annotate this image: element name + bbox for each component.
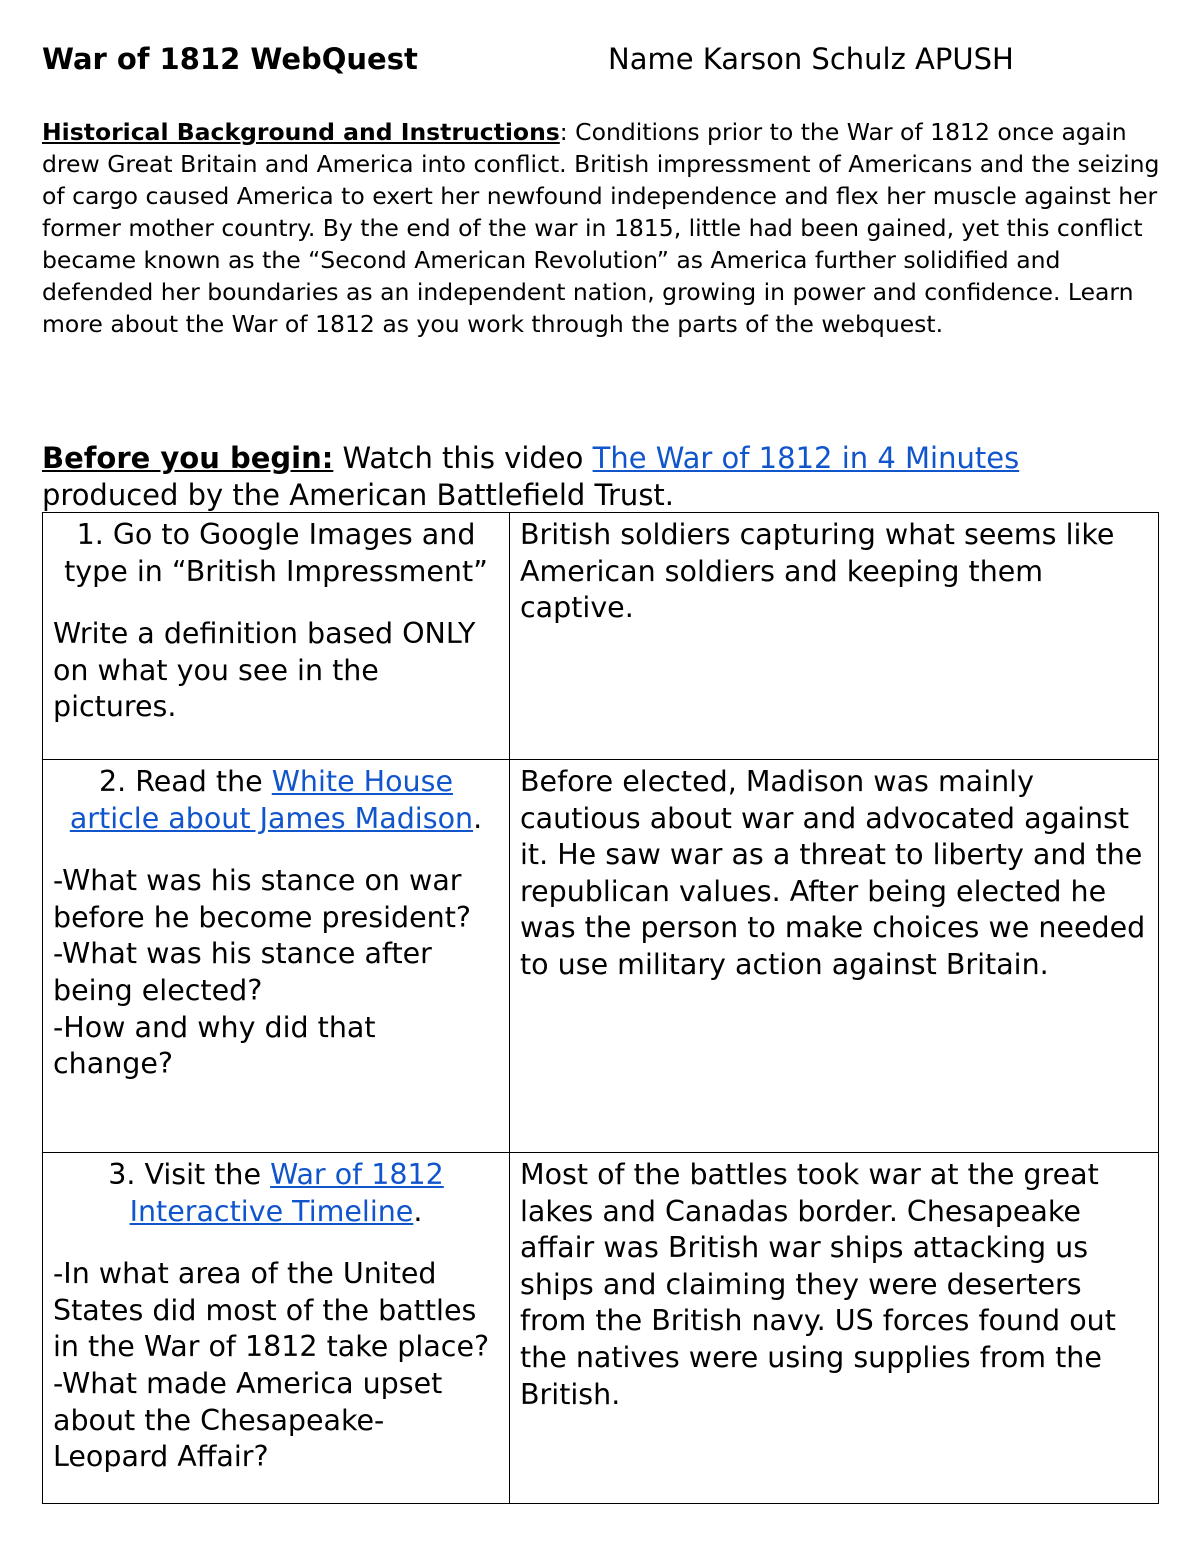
question-prompt — [53, 764, 499, 837]
answer-text: Before elected, Madison was mainly cautious about war and advocated against it. He saw war as a threat to liberty and the republican values. After being elected he was the person to make choices we needed to use military action against Britain. — [520, 765, 1146, 981]
historical-background — [42, 116, 1162, 340]
white-house-link[interactable]: White House article about James Madison — [69, 765, 474, 835]
prompt-text: 3. Visit the — [108, 1158, 271, 1191]
question-cell — [43, 1153, 510, 1504]
question-cell — [43, 760, 510, 1153]
question-instruction: -What made America upset about the Chesapeake-Leopard Affair? — [53, 1366, 443, 1474]
background-body: : Conditions prior to the War of 1812 once again drew Great Britain and America into conflict. British impressment of Americans and the seizing of cargo caused America to exert her newfound independence and flex her muscle against her former mother country. By the end of the war in 1815, little had been gained, yet this conflict became known as the “Second American Revolution” as America further solidified and defended her boundaries as an independent nation, growing in power and confidence. Learn more about the War of 1812 as you work through the parts of the webquest. — [42, 118, 1160, 338]
before-you-begin — [42, 440, 1162, 514]
before-begin-text-after: produced by the American Battlefield Trust. — [42, 478, 675, 512]
table-row — [43, 1153, 1159, 1504]
prompt-text: 2. Read the — [98, 765, 272, 798]
question-cell — [43, 513, 510, 760]
answer-cell[interactable] — [510, 760, 1159, 1153]
background-heading: Historical Background and Instructions — [42, 118, 560, 146]
questions-table — [42, 512, 1159, 1504]
question-prompt: 1. Go to Google Images and type in “British Impressment” — [64, 518, 488, 588]
page-title: War of 1812 WebQuest — [42, 42, 418, 76]
timeline-link[interactable]: War of 1812 Interactive Timeline — [129, 1158, 444, 1228]
question-instruction: -In what area of the United States did most of the battles in the War of 1812 take place? — [53, 1257, 490, 1364]
before-begin-label: Before you begin: — [42, 441, 334, 475]
student-name-line: Name Karson Schulz APUSH — [608, 42, 1014, 76]
table-row — [43, 760, 1159, 1153]
question-instruction: -What was his stance on war before he become president? — [53, 864, 471, 934]
question-prompt — [53, 1157, 499, 1230]
question-instruction: Write a definition based ONLY on what you see in the pictures. — [53, 617, 476, 724]
question-instruction: -What was his stance after being elected? — [53, 937, 432, 1007]
answer-text: British soldiers capturing what seems like American soldiers and keeping them captive. — [520, 518, 1115, 625]
answer-cell[interactable] — [510, 513, 1159, 760]
prompt-punct: . — [473, 801, 483, 835]
answer-text: Most of the battles took war at the great lakes and Canadas border. Chesapeake affair was British war ships attacking us ships and claiming they were deserters from the British navy. US forces found out the natives were using supplies from the British. — [520, 1158, 1116, 1411]
table-row — [43, 513, 1159, 760]
question-instruction: -How and why did that change? — [53, 1010, 376, 1081]
before-begin-text: Watch this video — [333, 441, 593, 475]
title-row — [42, 42, 1162, 82]
prompt-punct: . — [413, 1194, 423, 1228]
answer-cell[interactable] — [510, 1153, 1159, 1504]
video-link[interactable]: The War of 1812 in 4 Minutes — [592, 441, 1020, 475]
